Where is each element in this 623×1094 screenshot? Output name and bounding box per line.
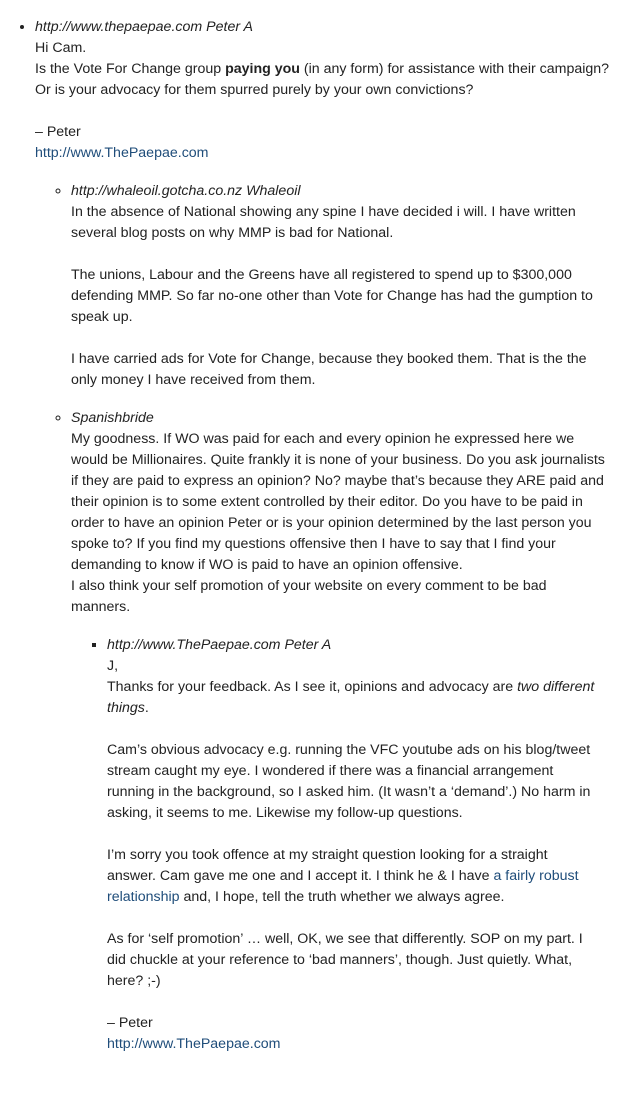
comment-body bbox=[35, 38, 615, 164]
emphasis-text: two different things bbox=[107, 679, 595, 716]
comment-text: I’m sorry you took offence at my straight question looking for a straight answer. Cam gave me one and I accept it. I think he & I have bbox=[107, 847, 548, 884]
signature: – Peter bbox=[107, 1015, 153, 1031]
comment-spanishbride bbox=[71, 408, 615, 1055]
replies bbox=[71, 635, 607, 1055]
comment-paragraph: I have carried ads for Vote for Change, because they booked them. That is the the only money I have received from them. bbox=[71, 351, 587, 388]
comment-text: (in any form) for assistance with their campaign? bbox=[299, 61, 610, 77]
author-name: Peter A bbox=[284, 637, 332, 653]
website-link[interactable]: http://www.ThePaepae.com bbox=[35, 145, 209, 161]
comment-paragraph: In the absence of National showing any spine I have decided i will. I have written several blog posts on why MMP is bad for National. bbox=[71, 204, 576, 241]
website-link[interactable]: http://www.ThePaepae.com bbox=[107, 1036, 281, 1052]
author-url: http://www.ThePaepae.com bbox=[107, 637, 281, 653]
author-name: Spanishbride bbox=[71, 410, 154, 426]
comment-whaleoil bbox=[71, 181, 615, 391]
comment-paragraph: My goodness. If WO was paid for each and every opinion he expressed here we would be Millionaires. Quite frankly it is none of your business. Do you ask journalists if they are paid to express an opinion? No? maybe that’s because they ARE paid and their opinion is to some extent controlled by their editor. Do you have to be paid in order to have an opinion Peter or is your opinion determined by the last person you spoke to? If you find my questions offensive then I have to say that I find your demanding to know if WO is paid to have an opinion offensive. bbox=[71, 431, 605, 573]
author-url: http://www.thepaepae.com bbox=[35, 19, 203, 35]
comment-paragraph bbox=[107, 677, 599, 719]
comment-paragraph: The unions, Labour and the Greens have all registered to spend up to $300,000 defending MMP. So far no-one other than Vote for Change has had the gumption to speak up. bbox=[71, 267, 593, 325]
comment-paragraph: Cam’s obvious advocacy e.g. running the VFC youtube ads on his blog/tweet stream caught my eye. I wondered if there was a financial arrangement running in the background, so I asked him. (It wasn’t a ‘demand’.) No harm in asking, it seems to me. Likewise my follow-up questions. bbox=[107, 742, 591, 821]
comment-text: Thanks for your feedback. As I see it, opinions and advocacy are bbox=[107, 679, 518, 695]
comment-text: . bbox=[144, 700, 149, 716]
author-url: http://whaleoil.gotcha.co.nz bbox=[71, 183, 243, 199]
comment-peter-a-2 bbox=[107, 635, 607, 1055]
comment-line: Hi Cam. bbox=[35, 40, 87, 56]
comment-author bbox=[71, 408, 607, 429]
comment-line: Or is your advocacy for them spurred purely by your own convictions? bbox=[35, 82, 474, 98]
author-name: Whaleoil bbox=[246, 183, 301, 199]
author-name: Peter A bbox=[206, 19, 253, 35]
relationship-link[interactable]: a fairly robust relationship bbox=[107, 868, 579, 905]
comment-paragraph: I also think your self promotion of your website on every comment to be bad manners. bbox=[71, 578, 547, 615]
comment-paragraph: As for ‘self promotion’ … well, OK, we see that differently. SOP on my part. I did chuckle at your reference to ‘bad manners’, though. Just quietly. What, here? ;-) bbox=[107, 931, 583, 989]
salutation: J, bbox=[107, 658, 119, 674]
comment-peter-a-1 bbox=[35, 17, 623, 1055]
comment-text: and, I hope, tell the truth whether we always agree. bbox=[179, 889, 505, 905]
bold-text: paying you bbox=[225, 61, 300, 77]
signature: – Peter bbox=[35, 124, 81, 140]
comment-question bbox=[35, 59, 615, 80]
comment-text: Is the Vote For Change group bbox=[35, 61, 226, 77]
comment-author bbox=[35, 17, 615, 38]
comment-paragraph bbox=[107, 845, 599, 908]
comment-author bbox=[71, 181, 607, 202]
comment-author bbox=[107, 635, 599, 656]
replies bbox=[35, 181, 615, 1055]
